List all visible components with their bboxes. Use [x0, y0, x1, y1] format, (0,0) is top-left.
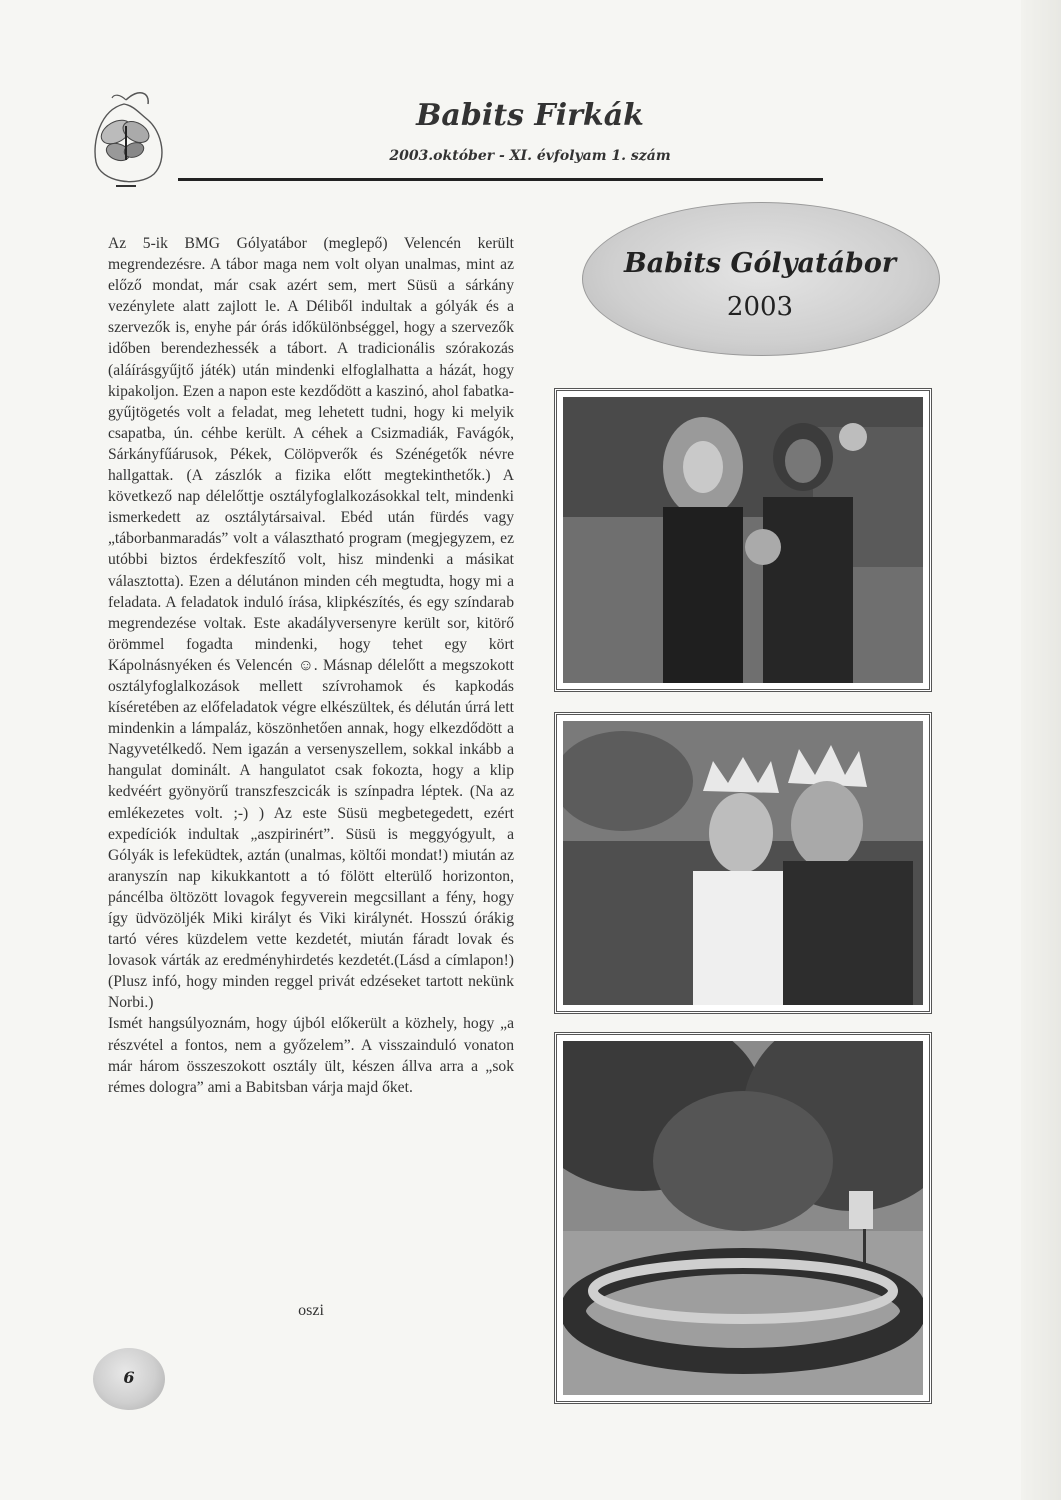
masthead-subtitle: 2003.október - XI. évfolyam 1. szám: [389, 148, 671, 164]
photo-king-and-queen: [554, 712, 932, 1014]
badge-year: 2003: [726, 292, 794, 322]
page-number: 6: [123, 1368, 135, 1387]
masthead-rule: [178, 178, 823, 181]
article-paragraph-1: Az 5-ik BMG Gólyatábor (meglepő) Velencén került megrendezésre. A tábor maga nem volt olyan unalmas, mint az előző mondat, már csak azért sem, mert Süsü a sárkány vezénylete alatt zajlott le. A Déliből indultak a gólyák és a szervezők is, enyhe pár órás időkülönbséggel, hogy a szervezők időben berendezhessék a tábort. A tradicionális szórakozás (aláírásgyűjtő játék) után mindenki elfoglalhatta a házát, hogy kipakoljon. Ezen a napon este kezdődött a kaszinó, ahol fabatka-gyűjtögetés volt a feladat, meg lehetett tudni, hogy ki melyik csapatba, ún. céhbe került. A céhek a Csizmadiák, Favágók, Sárkányfűárusok, Pékek, Cölöpverők és Szénégetők névre hallgattak. (A zászlók a fizika előtt megtekinthetők.) A következő nap délelőttje osztályfoglalkozásokkal telt, mindenki ismerkedett az osztálytársaival. Ebéd után fürdés vagy „táborbanmaradás” volt a választható program (megjegyzem, ez utóbbi biztos érdekfeszítő volt, hisz mindenki a másikat választotta). Ezen a délutánon minden céh megtudta, hogy mi a feladata. A feladatok induló írása, klipkészítés, és egy színdarab megrendezése voltak. Este akadályversenyre került sor, kitörő örömmel fogadta mindenki, hogy tehet egy kört Kápolnásnyéken és Velencén ☺. Másnap délelőtt a megszokott osztályfoglalkozások mellett szívrohamok és kapkodás kíséretében az előfeladatok végre elkészültek, és délután úrrá lett mindenkin a lámpaláz, köszönhetően annak, hogy elkezdődött a Nagyvetélkedő. Nem igazán a versenyszellem, sokkal inkább a hangulat dominált. A hangulatot csak fokozta, hogy a klip kedvéért gyönyörű transzfeszcicák is színpadra léptek. (Na az emlékezetes volt. ;-) ) Az este Süsü megbetegedett, ezért expedíciók indultak „aszpirinért”. Süsü is meggyógyult, a Gólyák is lefeküdtek, aztán (unalmas, költői mondat!) miután az aranyszín nap kikukkantott a tó fölött elterülő horizonton, páncélba öltözött lovagok fegyverein megcsillant a fény, hogy így üdvözöljék Miki királyt és Viki királynét. Hosszú órákig tartó véres küzdelem vette kezdetét, miután fáradt lovak és lovasok várták az eredményhirdetés kezdetét.(Lásd a címlapon!) (Plusz infó, hogy minden reggel privát edzéseket tartott nekünk Norbi.): [108, 235, 514, 1012]
butterfly-pear-logo: [78, 82, 170, 192]
title-badge-oval: [582, 202, 940, 356]
photo-circle-dance: [554, 1032, 932, 1404]
photo-two-girls: [554, 388, 932, 692]
badge-title: Babits Gólyatábor: [623, 248, 897, 279]
article-body: [108, 233, 514, 1098]
masthead-title: Babits Firkák: [416, 98, 644, 133]
article-signature: oszi: [298, 1302, 324, 1319]
page-edge: [1021, 0, 1061, 1500]
article-paragraph-2: Ismét hangsúlyoznám, hogy újból előkerült a közhely, hogy „a részvétel a fontos, nem a győzelem”. A visszainduló vonaton már három összeszokott osztály ült, készen állva arra a „sok rémes dologra” ami a Babitsban várja majd őket.: [108, 1015, 514, 1096]
